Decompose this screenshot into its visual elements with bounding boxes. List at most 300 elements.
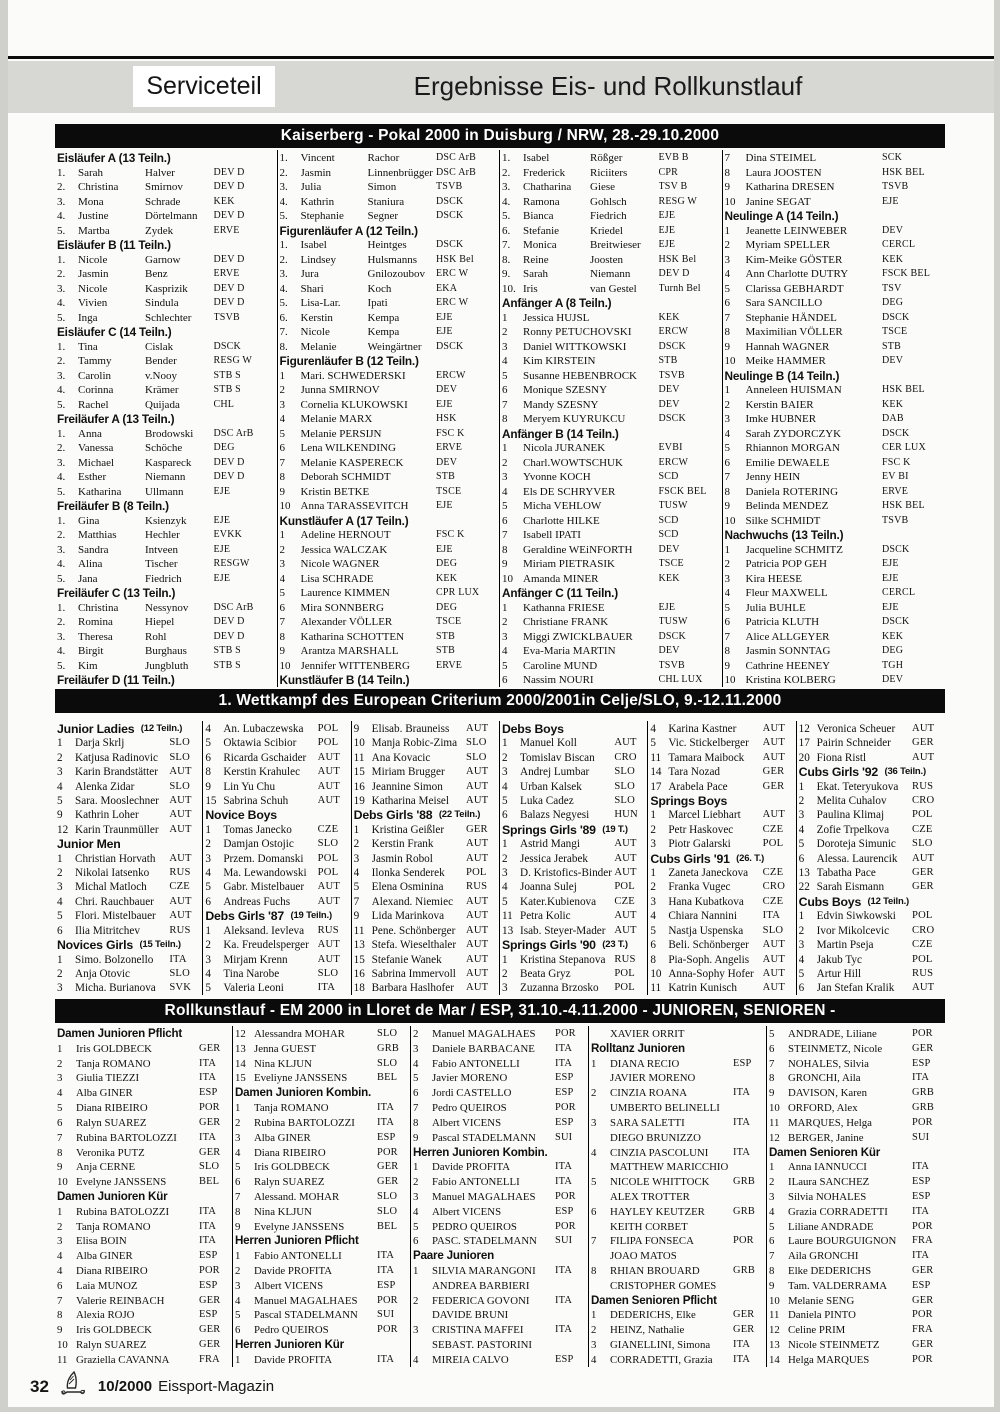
club-code: AUT (465, 723, 489, 734)
rank: 1 (235, 1250, 241, 1263)
result-row (57, 1042, 229, 1057)
name: Manuel MAGALHAES (432, 1190, 536, 1203)
name: Zuzanna Brzosko (519, 982, 599, 995)
rank: 4 (650, 723, 656, 735)
name: Anja Otovic (75, 967, 130, 980)
result-row (280, 441, 497, 456)
rank: 1 (769, 1161, 775, 1174)
name: CRISTINA MAFFEI (432, 1324, 524, 1337)
result-row (57, 794, 199, 808)
club-code: DSCK (213, 340, 241, 352)
name: KEITH CORBET (610, 1220, 688, 1233)
result-row (57, 880, 199, 894)
club-code: POR (377, 1294, 398, 1306)
rank: 12 (769, 1324, 780, 1337)
name: Melanie PERSIJN (300, 427, 382, 440)
result-row (57, 456, 274, 471)
club-code: GER (377, 1176, 399, 1188)
club-code: DSCK (436, 340, 464, 352)
club-code: EJE (436, 398, 453, 410)
result-row (235, 1294, 407, 1309)
club-code: DSC ArB (213, 601, 254, 613)
club-code: STB S (213, 659, 241, 671)
result-row (235, 1027, 407, 1042)
result-row (769, 1279, 942, 1294)
name: Alexander VÖLLER (300, 616, 393, 628)
club-code: DEV (882, 674, 904, 685)
rank: 3 (724, 572, 730, 585)
name: Sarah (523, 268, 549, 280)
name: Katharina DRESEN (745, 181, 835, 193)
surname: Niemann (590, 268, 631, 280)
name: Lida Marinkova (371, 910, 445, 923)
result-row (280, 659, 497, 674)
results-column (411, 1026, 589, 1367)
club-code: ERCW (436, 369, 466, 381)
club-code: DEV D (213, 181, 245, 192)
rank: 6 (798, 852, 805, 865)
club-code: BEL (199, 1176, 220, 1188)
club-code: DEG (882, 297, 904, 308)
category-header: Rolltanz Junioren (591, 1041, 685, 1055)
category-header: Eisläufer A (13 Teiln.) (57, 151, 171, 165)
name: Melanie MARX (300, 413, 373, 425)
name: Jasmin (78, 268, 109, 280)
club-code: ITA (377, 1116, 395, 1128)
surname: Sindula (145, 297, 179, 309)
surname: Gnilozoubov (367, 268, 425, 280)
club-code: AUT (465, 780, 489, 792)
name: Tamara Maibock (668, 751, 745, 764)
club-code: AUT (317, 751, 341, 763)
name: Meike HAMMER (745, 355, 826, 367)
name: An. Lubaczewska (223, 723, 304, 735)
rank: 3 (591, 1339, 597, 1352)
name: Melanie (300, 340, 337, 353)
result-row (354, 924, 496, 938)
result-row (57, 282, 274, 297)
section-title-bar: Rollkunstlauf - EM 2000 in Lloret de Mar / ESP, 31.10.-4.11.2000 - JUNIOREN, SENIOREN - (55, 999, 945, 1023)
club-code: ITA (912, 1250, 930, 1262)
result-row (769, 1057, 942, 1072)
name: Miriam Brugger (371, 766, 445, 779)
rank: 2 (502, 456, 508, 469)
surname: Simon (367, 181, 397, 193)
name: Aleksand. Ievleva (223, 924, 305, 937)
result-row (769, 1042, 942, 1057)
name: CRISTOPHER GOMES (610, 1279, 717, 1292)
club-code: HSK (436, 413, 457, 424)
result-row (725, 659, 943, 674)
club-code: ITA (912, 1072, 930, 1084)
rank: 8 (724, 645, 730, 657)
name: Astrid Mangi (519, 838, 580, 851)
results-column (233, 1026, 411, 1367)
club-code: POR (912, 1353, 933, 1365)
rank: 9 (724, 659, 730, 672)
result-row (57, 427, 274, 442)
club-code: EJE (436, 543, 453, 555)
club-code: TSV B (658, 181, 688, 192)
club-code: ESP (199, 1309, 218, 1321)
result-row (235, 1160, 407, 1175)
club-code: CER LUX (882, 442, 926, 453)
result-row (725, 238, 943, 253)
name: Jasmin SONNTAG (745, 645, 831, 657)
rank: 15 (353, 766, 365, 779)
club-code: POR (912, 1028, 933, 1039)
name: Tanja ROMANO (76, 1057, 151, 1070)
skate-logo-icon (58, 1371, 88, 1402)
club-code: ITA (555, 1294, 573, 1306)
result-row (725, 383, 943, 398)
club-code: AUT (465, 982, 489, 994)
club-code: EJE (436, 311, 453, 323)
category-header: Cubs Girls '91 (26. T.) (650, 851, 765, 866)
name: Valerie REINBACH (76, 1294, 165, 1307)
rank: 7 (279, 456, 285, 469)
result-row (591, 1234, 763, 1249)
name: Jura (300, 268, 319, 280)
result-row (502, 209, 719, 224)
name: Ronny PETUCHOVSKI (523, 326, 632, 338)
club-code: SLO (614, 766, 635, 778)
result-row (502, 644, 719, 659)
rank: 1 (650, 809, 656, 822)
club-code: GRB (733, 1265, 755, 1276)
name: Nassim NOURI (523, 674, 594, 686)
name: Ralyn SUAREZ (76, 1339, 147, 1352)
result-row (235, 1131, 407, 1146)
result-row (591, 1086, 763, 1101)
section-title-bar: 1. Wettkampf des European Criterium 2000/2001in Celje/SLO, 9.-12.11.2000 (55, 689, 945, 713)
club-code: DAB (882, 413, 904, 424)
result-row (725, 615, 943, 630)
rank: 6 (57, 924, 63, 937)
name: Romina (78, 616, 113, 628)
club-code: POL (317, 737, 339, 749)
result-row (413, 1042, 585, 1057)
page-edge-bottom (0, 1407, 1000, 1412)
surname: Garnow (145, 253, 181, 266)
name: Javier MORENO (432, 1072, 508, 1085)
result-row (502, 751, 644, 765)
name: Aila GRONCHI (788, 1250, 859, 1263)
result-row (502, 311, 719, 326)
name: Iris GOLDBECK (76, 1324, 152, 1337)
result-row (205, 794, 347, 808)
name: Kerstin (300, 311, 333, 324)
club-code: GER (912, 1265, 934, 1276)
rank: 19 (353, 795, 365, 808)
club-code: EJE (213, 485, 231, 497)
name: Pia-Soph. Angelis (668, 953, 750, 966)
result-row (354, 953, 496, 967)
club-code: DEV D (213, 630, 245, 642)
result-row (650, 880, 792, 894)
name: Simo. Bolzonello (75, 953, 154, 966)
club-code: EKA (436, 282, 458, 294)
name: Oktawia Scibior (223, 737, 297, 750)
page-heading: Ergebnisse Eis- und Rollkunstlauf (413, 71, 803, 101)
rank: 2. (57, 181, 66, 193)
category-header: Nachwuchs (13 Teiln.) (724, 528, 844, 542)
result-row (799, 866, 942, 880)
club-code: DSCK (436, 195, 464, 207)
name: Valeria Leoni (223, 982, 284, 995)
result-row (650, 722, 792, 736)
rank: 7 (724, 152, 730, 164)
result-row (280, 383, 497, 398)
club-code: CZE (911, 939, 933, 951)
name: ALEX TROTTER (610, 1190, 690, 1203)
result-row (799, 938, 942, 952)
category-header: Herren Junioren Kür (235, 1338, 344, 1352)
result-row (235, 1279, 407, 1294)
club-code: EVKK (213, 529, 243, 540)
result-row (769, 1323, 942, 1338)
surname: Kaspareck (145, 456, 192, 469)
name: Pene. Schönberger (371, 924, 456, 937)
surname: Kempa (367, 326, 400, 338)
club-code: AUT (465, 795, 489, 807)
result-row (57, 736, 199, 750)
rank: 3 (502, 471, 508, 483)
rank: 5 (353, 881, 360, 894)
name: Anna TARASSEVITCH (300, 500, 409, 512)
club-code: FRA (199, 1353, 220, 1365)
rank: 2 (724, 239, 730, 251)
name: Michael (78, 456, 115, 469)
result-row (769, 1101, 942, 1116)
name: Emilie DEWAELE (745, 456, 830, 469)
name: Karina Kastner (668, 723, 737, 735)
name: MATTHEW MARICCHIO (610, 1161, 729, 1174)
name: PASC. STADELMANN (432, 1235, 537, 1248)
name: Sarah ZYDORCZYK (745, 427, 842, 440)
name: Clarissa GEBHARDT (745, 282, 844, 295)
rank: 4. (57, 384, 66, 396)
name: Fiona Ristl (816, 751, 867, 764)
rank: 8 (57, 1309, 63, 1322)
name: Petra Kolic (519, 910, 571, 923)
result-row (57, 195, 274, 210)
name: Laia MUNOZ (76, 1279, 138, 1292)
rank: 5 (724, 601, 730, 614)
rank: 2 (650, 823, 656, 836)
club-code: AUT (169, 823, 192, 835)
club-code: DEV D (658, 268, 690, 279)
result-row (235, 1175, 407, 1190)
club-code: POL (911, 809, 933, 821)
category-header: Figurenläufer B (12 Teiln.) (279, 354, 419, 368)
rank: 5 (769, 1220, 775, 1233)
name: Anneleen HUISMAN (745, 384, 842, 396)
rank: 8. (502, 253, 511, 266)
rank: 9. (502, 268, 511, 280)
result-row (57, 808, 199, 822)
club-code: CZE (762, 895, 784, 907)
result-row (591, 1057, 763, 1072)
result-row (235, 1353, 407, 1367)
result-row (280, 630, 497, 645)
name: Matthias (78, 529, 117, 541)
result-row (650, 866, 792, 880)
name: Tomas Janecko (223, 823, 292, 836)
club-code: ITA (555, 1265, 573, 1276)
result-row (205, 722, 347, 736)
result-row (57, 1338, 229, 1353)
participant-count: (12 Teiln.) (865, 895, 909, 907)
rank: 5. (279, 297, 288, 309)
result-row (280, 253, 497, 268)
club-code: ERVE (436, 659, 463, 671)
club-code: DEV (658, 645, 680, 656)
rank: 1 (235, 1353, 241, 1366)
club-code: CZE (762, 867, 784, 879)
club-code: POL (614, 881, 635, 893)
name: Jessica HUJSL (523, 311, 590, 324)
rank: 5 (205, 737, 211, 750)
rank: 6 (650, 939, 656, 952)
result-row (799, 722, 942, 736)
result-row (280, 180, 497, 195)
rank: 6 (205, 895, 211, 908)
result-row (502, 659, 719, 674)
rank: 2 (413, 1176, 419, 1189)
result-row (799, 880, 942, 894)
name: CINZIA PASCOLUNI (610, 1146, 709, 1159)
rank: 3 (769, 1190, 775, 1203)
result-row (235, 1264, 407, 1279)
result-row (502, 837, 644, 851)
name: Anna IANNUCCI (788, 1161, 867, 1174)
section-title-bar: Kaiserberg - Pokal 2000 in Duisburg / NRW, 28.-29.10.2000 (55, 124, 945, 148)
surname: Cislak (145, 340, 174, 353)
club-code: AUT (465, 910, 489, 922)
club-code: ITA (555, 1057, 573, 1069)
rank: 1 (279, 529, 285, 541)
club-code: DEG (436, 601, 458, 613)
name: Tanja ROMANO (254, 1102, 329, 1115)
name: Jeannine Simon (371, 780, 443, 793)
surname: Rohl (145, 630, 167, 643)
result-row (725, 311, 943, 326)
result-row (650, 808, 792, 822)
name: Daniele BARBACANE (432, 1042, 535, 1055)
result-row (725, 166, 943, 181)
result-row (413, 1234, 585, 1249)
name: Karin Brandstätter (75, 766, 158, 779)
result-row (799, 967, 942, 981)
club-code: RESG W (213, 355, 253, 366)
result-row (205, 967, 347, 981)
result-row (280, 412, 497, 427)
result-row (280, 238, 497, 253)
name: Laure BOURGUIGNON (788, 1235, 897, 1248)
rank: 4 (724, 587, 730, 599)
rank: 5 (235, 1161, 241, 1174)
club-code: ITA (199, 1235, 217, 1247)
club-code: GER (199, 1042, 221, 1054)
club-code: CRO (911, 795, 935, 807)
rank: 4. (279, 195, 288, 208)
club-code: KEK (658, 572, 680, 584)
name: Yvonne KOCH (523, 471, 591, 483)
result-row (591, 1131, 763, 1146)
name: Petr Haskovec (668, 823, 734, 836)
name: Miriam PIETRASIK (523, 558, 615, 570)
name: Charl.WOWTSCHUK (523, 456, 623, 469)
rank: 4 (591, 1146, 597, 1159)
club-code: DEV (436, 456, 458, 468)
club-code: DEV (882, 355, 904, 366)
club-code: TSCE (658, 558, 684, 569)
club-code: AUT (762, 809, 786, 821)
club-code: DSCK (882, 427, 910, 439)
rank: 1 (591, 1309, 597, 1322)
result-row (235, 1146, 407, 1161)
rank: 4 (798, 953, 805, 966)
result-row (57, 166, 274, 181)
result-row (235, 1205, 407, 1220)
rank: 7. (279, 326, 288, 338)
name: Vincent (300, 152, 335, 164)
rank: 1. (57, 601, 66, 614)
club-code: GER (733, 1324, 755, 1336)
rank: 11 (501, 910, 513, 923)
club-code: ITA (377, 1353, 395, 1365)
name: Alba GINER (76, 1087, 133, 1100)
rank: 3. (57, 195, 66, 208)
result-row (591, 1249, 763, 1264)
club-code: DEV D (213, 282, 245, 294)
name: Martba (78, 224, 110, 237)
rank: 10 (57, 1176, 68, 1189)
rank: 2 (235, 1116, 241, 1129)
club-code: ESP (199, 1250, 218, 1262)
result-row (799, 794, 942, 808)
result-row (502, 967, 644, 981)
name: Ralyn SUAREZ (76, 1116, 147, 1129)
rank: 14 (235, 1057, 246, 1070)
result-row (413, 1131, 585, 1146)
name: Eveliyne JANSSENS (254, 1072, 348, 1085)
name: UMBERTO BELINELLI (610, 1102, 720, 1115)
name: Giulia TIEZZI (76, 1072, 140, 1085)
result-row (769, 1175, 942, 1190)
rank: 3. (57, 282, 66, 295)
rank: 2 (235, 1265, 241, 1277)
club-code: KEK (436, 572, 458, 584)
rank: 1 (205, 924, 211, 937)
club-code: SLO (465, 737, 487, 749)
result-row (354, 895, 496, 909)
rank: 4. (57, 297, 66, 309)
result-row (725, 224, 943, 239)
name: Ramona (523, 195, 560, 208)
result-row (591, 1160, 763, 1175)
surname: Linnenbrügger (367, 166, 433, 179)
result-row (650, 924, 792, 938)
rank: 1 (413, 1265, 419, 1277)
result-row (57, 543, 274, 558)
name: Fleur MAXWELL (745, 587, 828, 599)
rank: 4 (205, 723, 211, 735)
result-row (205, 924, 347, 938)
result-row (205, 953, 347, 967)
name: Helga MARQUES (788, 1353, 870, 1366)
